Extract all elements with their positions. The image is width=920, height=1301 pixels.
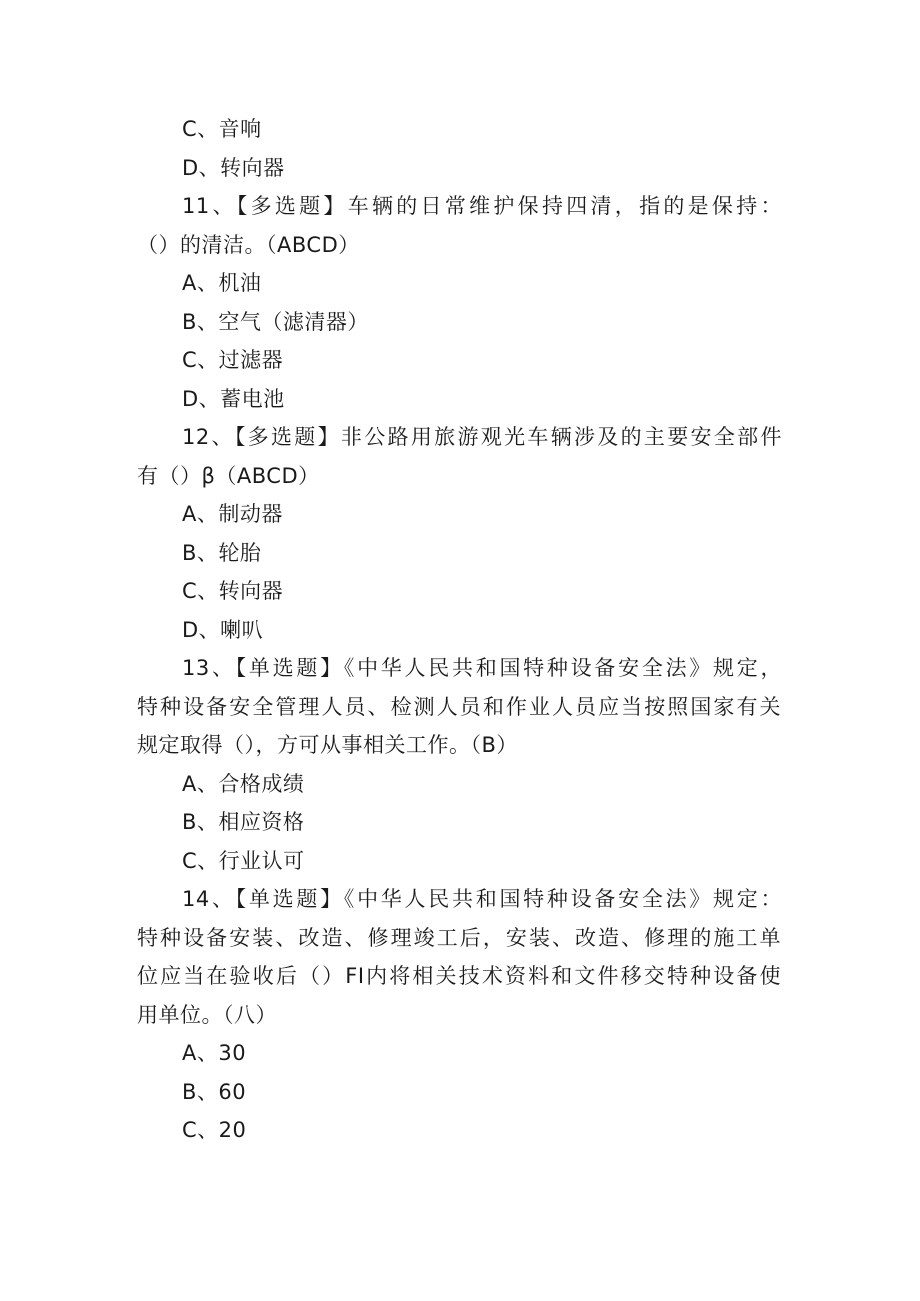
option-line: A、合格成绩 [182,772,305,796]
question-text: 规定取得（），方可从事相关工作。（B） [137,733,518,757]
option-line: C、20 [182,1118,247,1142]
option-line: A、制动器 [182,502,283,526]
question-text: 14、【单选题】《中华人民共和国特种设备安全法》规定： [182,887,782,911]
question-text: （）的清洁。（ABCD） [137,233,360,257]
option-line: B、轮胎 [182,541,262,565]
option-line: D、蓄电池 [182,387,285,411]
question-text: 用单位。（八） [137,1003,277,1027]
question-text: 位应当在验收后（）FI内将相关技术资料和文件移交特种设备使 [137,964,781,988]
option-line: B、60 [182,1080,247,1104]
question-text: 有（）β（ABCD） [137,464,320,488]
option-line: A、机油 [182,271,262,295]
option-line: A、30 [182,1041,247,1065]
option-line: C、行业认可 [182,849,305,873]
option-line: C、过滤器 [182,348,284,372]
question-text: 12、【多选题】非公路用旅游观光车辆涉及的主要安全部件 [182,425,782,449]
option-line: D、转向器 [182,156,285,180]
option-line: B、相应资格 [182,810,305,834]
question-text: 13、【单选题】《中华人民共和国特种设备安全法》规定， [182,656,782,680]
option-line: C、转向器 [182,579,284,603]
question-text: 11、【多选题】车辆的日常维护保持四清，指的是保持： [182,194,782,218]
option-line: C、音响 [182,117,262,141]
option-line: D、喇叭 [182,618,264,642]
option-line: B、空气（滤清器） [182,310,369,334]
question-text: 特种设备安全管理人员、检测人员和作业人员应当按照国家有关 [137,695,781,719]
question-text: 特种设备安装、改造、修理竣工后，安装、改造、修理的施工单 [137,926,781,950]
